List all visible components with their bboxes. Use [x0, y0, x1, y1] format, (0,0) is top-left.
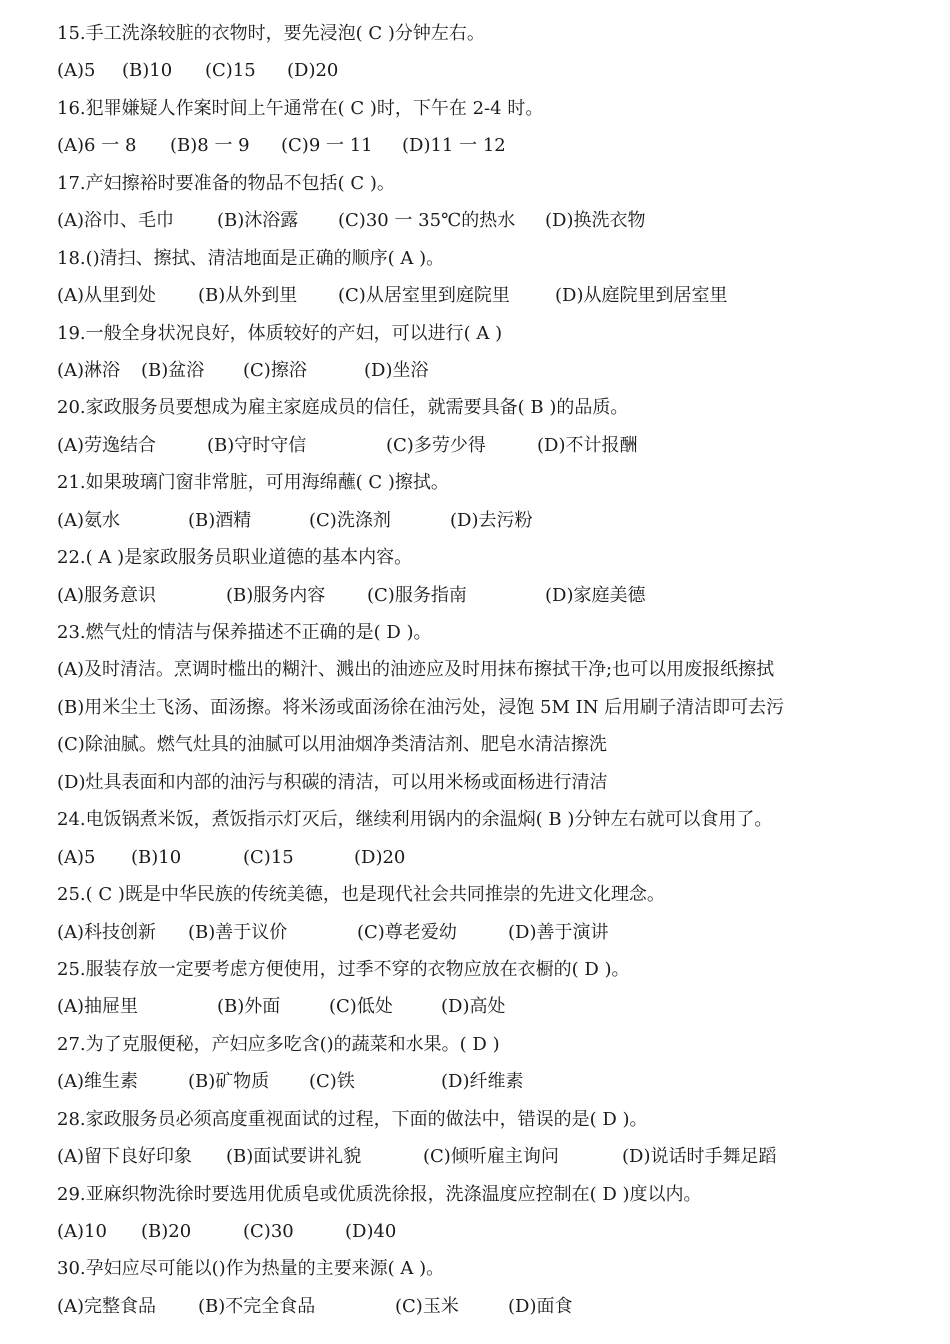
answer-option: (C)15 [243, 846, 294, 868]
answer-option: (D)高处 [441, 996, 506, 1018]
answer-option: (C)尊老爱幼 [357, 921, 457, 943]
answer-option: (C)擦浴 [243, 359, 307, 381]
answer-options-row [57, 1213, 937, 1250]
answer-option: (D)面食 [508, 1295, 573, 1317]
answer-option: (B)服务内容 [226, 584, 326, 606]
question-text: 15.手工洗涤较脏的衣物时，要先浸泡( C )分钟左右。 [57, 23, 485, 44]
question-text: 23.燃气灶的情洁与保养描述不正确的是( D )。 [57, 622, 432, 643]
answer-option: (D)11 一 12 [402, 135, 506, 157]
answer-option: (A)抽屉里 [57, 996, 139, 1018]
answer-options-row [57, 1063, 937, 1100]
answer-option: (B)酒精 [188, 509, 252, 531]
answer-option: (C)洗涤剂 [309, 509, 391, 531]
answer-option: (A)氨水 [57, 509, 121, 531]
answer-option: (D)说话时手舞足蹈 [622, 1146, 777, 1168]
answer-option: (D)纤维素 [441, 1071, 524, 1093]
question-text: (C)除油腻。燃气灶具的油腻可以用油烟净类清洁剂、肥皂水清洁擦洗 [57, 734, 607, 756]
answer-option: (B)10 [131, 846, 182, 868]
answer-option: (C)玉米 [395, 1295, 459, 1317]
answer-option: (A)服务意识 [57, 584, 157, 606]
answer-option: (D)从庭院里到居室里 [555, 285, 728, 307]
answer-option: (C)服务指南 [367, 584, 467, 606]
question-text: 30.孕妇应尽可能以()作为热量的主要来源( A )。 [57, 1258, 445, 1280]
question-text: 25.( C )既是中华民族的传统美德，也是现代社会共同推崇的先进文化理念。 [57, 884, 665, 906]
answer-option: (B)守时守信 [207, 434, 307, 456]
answer-option: (A)10 [57, 1221, 107, 1242]
answer-options-row [57, 202, 937, 239]
answer-option: (A)6 一 8 [57, 135, 137, 157]
question-text: 20.家政服务员要想成为雇主家庭成员的信任，就需要具备( B )的品质。 [57, 397, 629, 419]
answer-option: (D)40 [345, 1221, 397, 1242]
answer-option: (B)面试要讲礼貌 [226, 1146, 362, 1168]
answer-option: (B)从外到里 [198, 285, 298, 307]
answer-option: (B)不完全食品 [198, 1295, 316, 1317]
answer-option: (B)8 一 9 [170, 135, 250, 157]
answer-option: (C)多劳少得 [386, 434, 486, 456]
answer-option: (D)家庭美德 [545, 584, 646, 606]
answer-option: (A)科技创新 [57, 921, 157, 943]
answer-option: (B)外面 [217, 996, 281, 1018]
question-text: (D)灶具表面和内部的油污与积碳的清洁，可以用米杨或面杨进行清洁 [57, 771, 608, 793]
question-text: 16.犯罪嫌疑人作案时间上午通常在( C )时，下午在 2-4 时。 [57, 97, 544, 119]
answer-options-row [57, 577, 937, 614]
answer-options-row [57, 52, 937, 89]
answer-option: (A)5 [57, 60, 96, 82]
answer-option: (D)不计报酬 [537, 434, 638, 456]
answer-option: (C)30 一 35℃的热水 [338, 210, 516, 232]
question-text: 29.亚麻织物洗徐时要选用优质皂或优质洗徐报，洗涤温度应控制在( D )度以内。 [57, 1183, 702, 1205]
answer-option: (A)维生素 [57, 1071, 139, 1093]
answer-options-row [57, 502, 937, 539]
question-text: (A)及时清洁。烹调时槛出的糊汁、溅出的油迹应及时用抹布擦拭干净;也可以用废报纸擦拭 [57, 659, 775, 681]
answer-option: (B)矿物质 [188, 1071, 270, 1093]
answer-option: (C)低处 [329, 996, 393, 1018]
question-text: 19.一般全身状况良好，体质较好的产妇，可以进行( A ) [57, 322, 503, 344]
answer-options-row [57, 352, 937, 389]
answer-option: (C)倾听雇主询问 [423, 1146, 559, 1168]
answer-option: (D)20 [354, 846, 406, 868]
answer-option: (D)去污粉 [450, 509, 533, 531]
question-text: 21.如果玻璃门窗非常脏，可用海绵蘸( C )擦拭。 [57, 472, 449, 494]
question-text: 24.电饭锅煮米饭，煮饭指示灯灭后，继续利用锅内的余温焖( B )分钟左右就可以食用了。 [57, 809, 773, 831]
answer-options-row [57, 1288, 937, 1325]
question-text: 17.产妇擦裕时要准备的物品不包括( C )。 [57, 172, 395, 194]
answer-option: (C)铁 [309, 1071, 355, 1093]
answer-option: (B)盆浴 [141, 359, 205, 381]
answer-options-row [57, 914, 937, 951]
question-list [57, 15, 937, 1325]
question-text: 18.()清扫、擦拭、清洁地面是正确的顺序( A )。 [57, 247, 445, 269]
answer-options-row [57, 427, 937, 464]
answer-option: (A)从里到处 [57, 285, 157, 307]
answer-option: (B)沐浴露 [217, 210, 299, 232]
question-text: 27.为了克服便秘，产妇应多吃含()的蔬菜和水果。( D ) [57, 1033, 500, 1055]
answer-option: (B)10 [122, 60, 173, 82]
answer-option: (B)善于议价 [188, 921, 288, 943]
answer-options-row [57, 277, 937, 314]
answer-option: (A)劳逸结合 [57, 434, 157, 456]
question-text: 22.( A )是家政服务员职业道德的基本内容。 [57, 547, 413, 569]
answer-options-row [57, 1138, 937, 1175]
answer-option: (A)完整食品 [57, 1295, 157, 1317]
answer-options-row [57, 127, 937, 164]
answer-option: (D)善于演讲 [508, 921, 609, 943]
answer-option: (C)15 [205, 60, 256, 82]
answer-option: (D)换洗衣物 [545, 210, 646, 232]
answer-option: (D)20 [287, 60, 339, 82]
answer-options-row [57, 988, 937, 1025]
answer-option: (A)淋浴 [57, 359, 121, 381]
answer-option: (C)从居室里到庭院里 [338, 285, 510, 307]
answer-option: (A)留下良好印象 [57, 1146, 193, 1168]
answer-option: (A)5 [57, 846, 96, 868]
question-text: 25.服装存放一定要考虑方便使用，过季不穿的衣物应放在衣橱的( D )。 [57, 958, 630, 980]
question-text: 28.家政服务员必须高度重视面试的过程，下面的做法中，错误的是( D )。 [57, 1108, 648, 1130]
answer-option: (A)浴巾、毛巾 [57, 210, 175, 232]
question-text: (B)用米尘土飞汤、面汤擦。将米汤或面汤徐在油污处，浸饱 5M IN 后用刷子清洁即可去污 [57, 696, 785, 718]
answer-options-row [57, 839, 937, 876]
answer-option: (D)坐浴 [364, 359, 429, 381]
answer-option: (B)20 [141, 1221, 192, 1242]
answer-option: (C)30 [243, 1221, 294, 1242]
answer-option: (C)9 一 11 [281, 135, 373, 157]
